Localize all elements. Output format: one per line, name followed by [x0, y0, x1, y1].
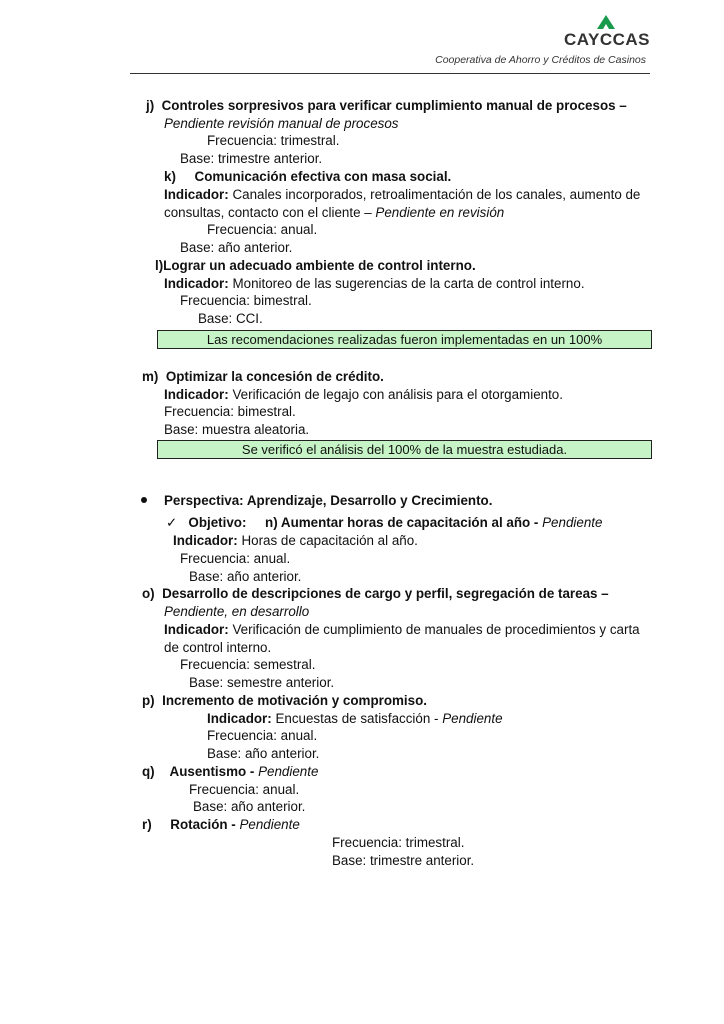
item-k-heading [164, 168, 451, 186]
item-q-status: Pendiente [258, 764, 319, 779]
item-m-frequency: Frecuencia: bimestral. [164, 404, 296, 419]
item-p-status: Pendiente [442, 711, 503, 726]
item-m-indicator [164, 386, 563, 404]
item-k-title: Comunicación efectiva con masa social. [194, 169, 452, 184]
checkmark-icon: ✓ [166, 515, 178, 530]
item-k-indicator-text-2: consultas, contacto con el cliente – [164, 205, 372, 220]
item-l-indicator-text: Monitoreo de las sugerencias de la carta de control interno. [232, 276, 585, 291]
item-o-indicator-text-2: de control interno. [164, 640, 272, 655]
item-k-indicator [164, 186, 640, 204]
header-divider [130, 73, 650, 74]
item-o-indicator-text-1: Verificación de cumplimiento de manuales de procedimientos y carta [232, 622, 640, 637]
item-q-letter: q) [142, 764, 155, 779]
item-l-frequency: Frecuencia: bimestral. [180, 293, 312, 308]
item-l-indicator [164, 275, 585, 293]
item-k-frequency: Frecuencia: anual. [207, 222, 318, 237]
item-n-title: n) Aumentar horas de capacitación al año - [265, 515, 539, 530]
indicator-label: Indicador: [164, 387, 229, 402]
item-m-letter: m) [142, 369, 159, 384]
item-n-status: Pendiente [542, 515, 603, 530]
item-o-indicator [164, 621, 640, 639]
item-p-frequency: Frecuencia: anual. [207, 728, 318, 743]
item-p-letter: p) [142, 693, 155, 708]
item-n-frequency: Frecuencia: anual. [180, 551, 291, 566]
item-n-indicator [173, 532, 418, 550]
item-o-frequency: Frecuencia: semestral. [180, 657, 316, 672]
item-o-base: Base: semestre anterior. [189, 675, 335, 690]
item-o-letter: o) [142, 586, 155, 601]
item-o-status: Pendiente, en desarrollo [164, 604, 310, 619]
item-j-letter: j) [146, 98, 155, 113]
item-n-indicator-text: Horas de capacitación al año. [241, 533, 418, 548]
item-r-letter: r) [142, 817, 152, 832]
item-r-title: Rotación - [170, 817, 236, 832]
item-k-base: Base: año anterior. [180, 240, 293, 255]
item-q-base: Base: año anterior. [193, 799, 306, 814]
item-j-title: Controles sorpresivos para verificar cumplimiento manual de procesos – [161, 98, 627, 113]
indicator-label: Indicador: [207, 711, 272, 726]
item-k-status: Pendiente en revisión [375, 205, 505, 220]
item-m-title: Optimizar la concesión de crédito. [165, 369, 384, 384]
perspective-title: Perspectiva: Aprendizaje, Desarrollo y Crecimiento. [164, 493, 493, 508]
item-p-heading [142, 692, 427, 710]
item-q-heading [142, 763, 318, 781]
item-r-frequency: Frecuencia: trimestral. [332, 835, 465, 850]
item-m-heading [142, 368, 384, 386]
indicator-label: Indicador: [164, 276, 229, 291]
item-p-indicator-text: Encuestas de satisfacción - [275, 711, 439, 726]
item-o-title: Desarrollo de descripciones de cargo y perfil, segregación de tareas – [162, 586, 609, 601]
item-l-result-box: Las recomendaciones realizadas fueron implementadas en un 100% [157, 330, 652, 349]
item-n-base: Base: año anterior. [189, 569, 302, 584]
objective-label: Objetivo: [188, 515, 247, 530]
item-n-heading [166, 514, 602, 532]
item-r-heading [142, 816, 300, 834]
item-p-base: Base: año anterior. [207, 746, 320, 761]
item-k-letter: k) [164, 169, 176, 184]
logo-text: CAYCCAS [564, 30, 651, 49]
indicator-label: Indicador: [164, 622, 229, 637]
item-j-status: Pendiente revisión manual de procesos [164, 116, 399, 131]
logo-mountain-icon [597, 15, 615, 29]
item-m-result-box: Se verificó el análisis del 100% de la muestra estudiada. [157, 440, 652, 459]
item-q-frequency: Frecuencia: anual. [189, 782, 300, 797]
item-o-heading [142, 585, 609, 603]
item-j-heading [146, 97, 627, 115]
item-p-indicator [207, 710, 503, 728]
item-q-title: Ausentismo - [169, 764, 255, 779]
indicator-label: Indicador: [164, 187, 229, 202]
item-l-title: l)Lograr un adecuado ambiente de control interno. [155, 258, 476, 273]
item-k-indicator-text-1: Canales incorporados, retroalimentación de los canales, aumento de [232, 187, 641, 202]
item-m-base: Base: muestra aleatoria. [164, 422, 310, 437]
item-k-indicator-line2 [164, 204, 504, 222]
item-m-indicator-text: Verificación de legajo con análisis para el otorgamiento. [232, 387, 563, 402]
bullet-icon [141, 497, 147, 503]
item-r-status: Pendiente [239, 817, 300, 832]
indicator-label: Indicador: [173, 533, 238, 548]
header-tagline: Cooperativa de Ahorro y Créditos de Casinos [435, 54, 646, 66]
item-p-title: Incremento de motivación y compromiso. [162, 693, 427, 708]
item-l-base: Base: CCI. [198, 311, 263, 326]
item-j-frequency: Frecuencia: trimestral. [207, 133, 340, 148]
item-r-base: Base: trimestre anterior. [332, 853, 475, 868]
item-j-base: Base: trimestre anterior. [180, 151, 323, 166]
